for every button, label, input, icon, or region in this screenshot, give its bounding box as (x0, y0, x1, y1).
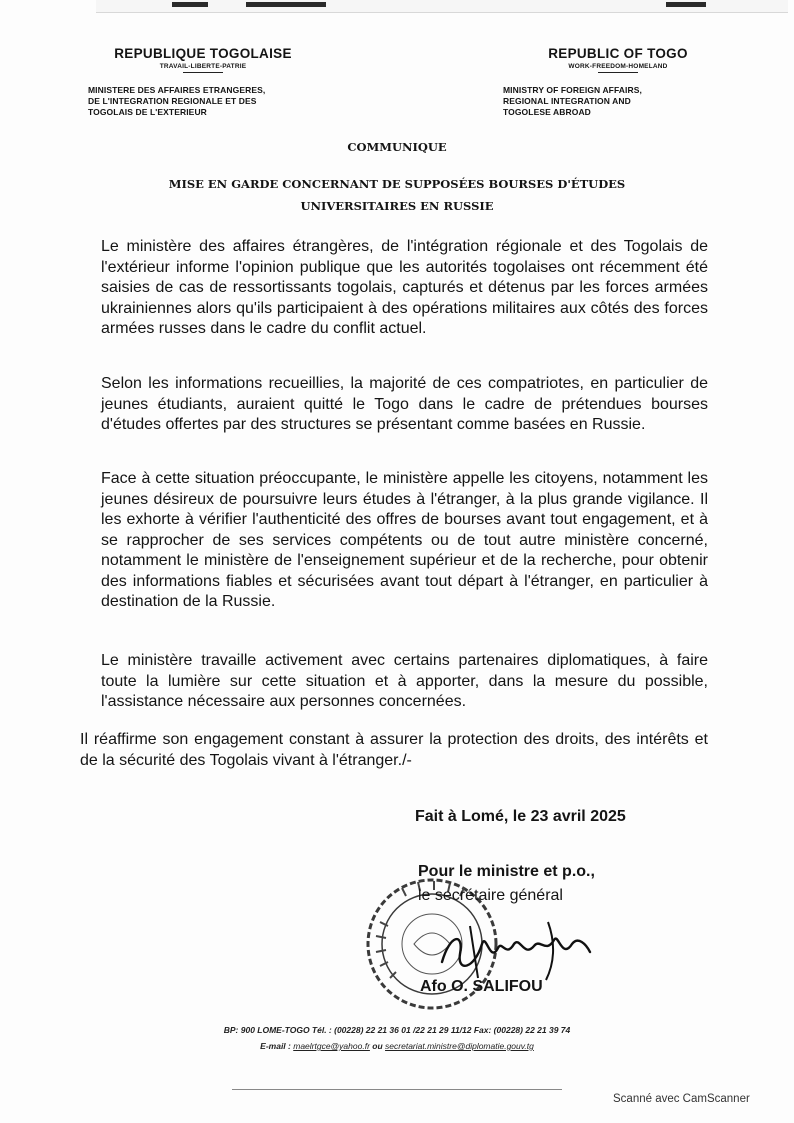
country-name-fr: REPUBLIQUE TOGOLAISE (114, 46, 292, 61)
ministry-line: TOGOLESE ABROAD (503, 107, 591, 117)
header-right (503, 46, 773, 118)
header-left (88, 46, 358, 118)
signer-name: Afo O. SALIFOU (420, 978, 543, 995)
for-minister-line: Pour le ministre et p.o., (418, 863, 595, 880)
paragraph-5: Il réaffirme son engagement constant à assurer la protection des droits, des intérêts et de la sécurité des Togolais vivant à l'étranger./- (80, 731, 708, 769)
place-and-date: Fait à Lomé, le 23 avril 2025 (415, 808, 626, 825)
paragraph-4: Le ministère travaille activement avec certains partenaires diplomatiques, à faire toute la lumière sur cette situation et à apporter, dans la mesure du possible, l'assistance nécessaire aux personnes concernées. (101, 652, 708, 710)
scan-top-edge (96, 0, 788, 13)
ministry-name-en (503, 85, 773, 118)
footer-rule (232, 1089, 562, 1090)
secretary-title: le secrétaire général (418, 887, 563, 904)
scan-mark (666, 2, 706, 7)
email-link-primary[interactable]: maelrtgce@yahoo.fr (293, 1041, 370, 1051)
footer-email (0, 1041, 794, 1051)
email-separator: ou (372, 1041, 383, 1051)
document-type: COMMUNIQUE (347, 140, 447, 154)
header-rule (598, 72, 638, 73)
motto-fr: TRAVAIL-LIBERTE-PATRIE (159, 63, 247, 70)
scanner-watermark: Scanné avec CamScanner (613, 1093, 750, 1105)
motto-en: WORK-FREEDOM-HOMELAND (568, 63, 668, 70)
ministry-line: MINISTRY OF FOREIGN AFFAIRS, (503, 85, 642, 95)
footer-address: BP: 900 LOME-TOGO Tél. : (00228) 22 21 36 01 /22 21 29 11/12 Fax: (00228) 22 21 39 74 (223, 1025, 571, 1035)
paragraph-1: Le ministère des affaires étrangères, de l'intégration régionale et des Togolais de l'extérieur informe l'opinion publique que les autorités togolaises ont récemment été saisies de cas de ressortissants togolais, capturés et détenus par les forces armées ukrainiennes alors qu'ils participaient à des opérations militaires aux côtés des forces armées russes dans le cadre du conflit actuel. (101, 238, 708, 337)
document-title-line-1: MISE EN GARDE CONCERNANT DE SUPPOSÉES BOURSES D'ÉTUDES (168, 177, 626, 191)
paragraph-3: Face à cette situation préoccupante, le ministère appelle les citoyens, notamment les jeunes désireux de poursuivre leurs études à l'étranger, à la plus grande vigilance. Il les exhorte à vérifier l'authenticité des offres de bourses avant tout engagement, et à se rapprocher de ses services compétents ou de tout autre ministère concerné, notamment le ministère de l'enseignement supérieur et de la recherche, pour obtenir des informations fiables et sécurisées avant tout départ à l'étranger, en particulier à destination de la Russie. (101, 470, 708, 610)
ministry-name-fr (88, 85, 358, 118)
paragraph-2: Selon les informations recueillies, la majorité de ces compatriotes, en particulier de jeunes étudiants, auraient quitté le Togo dans le cadre de prétendues bourses d'études offertes par des structures se présentant comme basées en Russie. (101, 375, 708, 433)
scan-mark (246, 2, 326, 7)
document-title-line-2: UNIVERSITAIRES EN RUSSIE (300, 199, 494, 213)
ministry-line: DE L'INTEGRATION REGIONALE ET DES (88, 96, 257, 106)
header-rule (183, 72, 223, 73)
ministry-line: REGIONAL INTEGRATION AND (503, 96, 631, 106)
email-label: E-mail : (260, 1041, 291, 1051)
email-link-secondary[interactable]: secretariat.ministre@diplomatie.gouv.tg (385, 1041, 534, 1051)
scan-mark (172, 2, 208, 7)
country-name-en: REPUBLIC OF TOGO (548, 46, 688, 61)
handwritten-signature-icon (430, 914, 600, 984)
ministry-line: MINISTERE DES AFFAIRES ETRANGERES, (88, 85, 266, 95)
ministry-line: TOGOLAIS DE L'EXTERIEUR (88, 107, 207, 117)
